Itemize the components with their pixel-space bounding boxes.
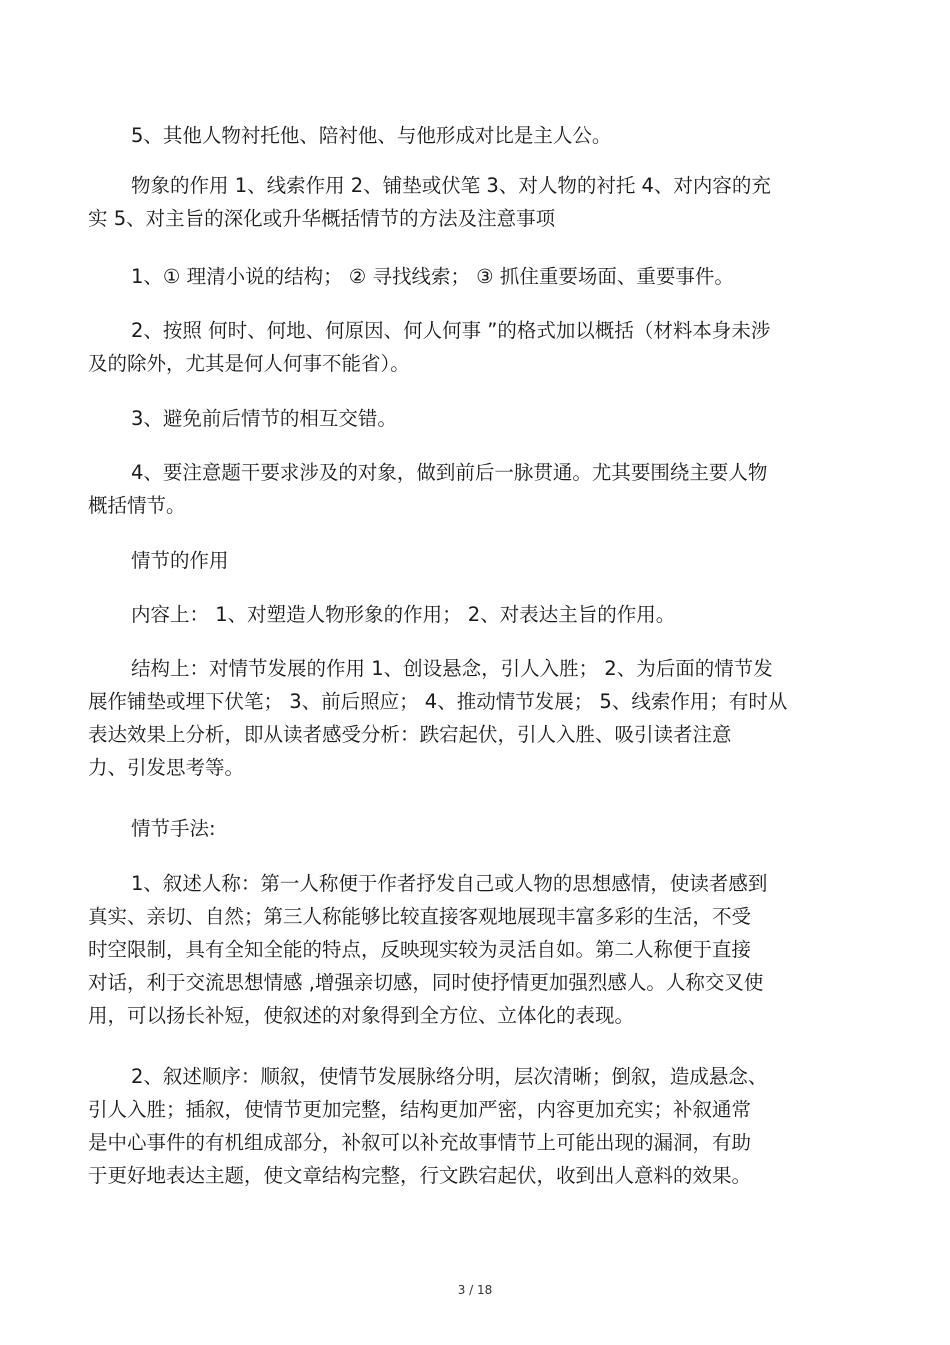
- para-method-3: [88, 402, 858, 435]
- text-line: 引人入胜；插叙，使情节更加完整，结构更加严密，内容更加充实；补叙通常: [88, 1098, 752, 1121]
- text-line: 力、引发思考等。: [88, 756, 245, 779]
- para-content-role: [88, 598, 858, 631]
- text-line: 5、其他人物衬托他、陪衬他、与他形成对比是主人公。: [131, 124, 612, 147]
- para-method-1: [88, 260, 858, 293]
- para-object-role: [88, 169, 858, 235]
- para-method-2: [88, 314, 858, 380]
- text-line: 情节手法:: [131, 817, 216, 840]
- text-line: 1、叙述人称：第一人称便于作者抒发自己或人物的思想感情，使读者感到: [131, 872, 768, 895]
- para-plot-role-heading: [88, 544, 858, 577]
- text-line: 真实、亲切、自然；第三人称能够比较直接客观地展现丰富多彩的生活，不受: [88, 905, 752, 928]
- text-line: 4、要注意题干要求涉及的对象，做到前后一脉贯通。尤其要围绕主要人物: [131, 461, 768, 484]
- text-line: 表达效果上分析，即从读者感受分析：跌宕起伏，引人入胜、吸引读者注意: [88, 723, 732, 746]
- text-line: 展作铺垫或埋下伏笔； 3、前后照应； 4、推动情节发展； 5、线索作用；有时从: [88, 690, 788, 713]
- para-foil-characters: [88, 119, 858, 152]
- para-narrative-order: [88, 1060, 858, 1192]
- text-line: 实 5、对主旨的深化或升华概括情节的方法及注意事项: [88, 207, 556, 230]
- text-line: 2、按照 何时、何地、何原因、何人何事 ”的格式加以概括（材料本身未涉: [131, 319, 771, 342]
- text-line: 内容上： 1、对塑造人物形象的作用； 2、对表达主旨的作用。: [131, 603, 676, 626]
- text-line: 物象的作用 1、线索作用 2、铺垫或伏笔 3、对人物的衬托 4、对内容的充: [131, 174, 771, 197]
- text-line: 于更好地表达主题，使文章结构完整，行文跌宕起伏，收到出人意料的效果。: [88, 1164, 752, 1187]
- text-line: 情节的作用: [131, 549, 229, 572]
- text-line: 结构上：对情节发展的作用 1、创设悬念，引人入胜； 2、为后面的情节发: [131, 657, 773, 680]
- text-line: 概括情节。: [88, 494, 186, 517]
- para-narrative-person: [88, 867, 858, 1032]
- text-line: 时空限制，具有全知全能的特点，反映现实较为灵活自如。第二人称便于直接: [88, 938, 752, 961]
- para-structure-role: [88, 652, 858, 784]
- text-line: 3、避免前后情节的相互交错。: [131, 407, 397, 430]
- para-method-4: [88, 456, 858, 522]
- text-line: 及的除外，尤其是何人何事不能省）。: [88, 352, 410, 375]
- text-line: 用，可以扬长补短，使叙述的对象得到全方位、立体化的表现。: [88, 1004, 635, 1027]
- text-line: 2、叙述顺序：顺叙，使情节发展脉络分明，层次清晰；倒叙，造成悬念、: [131, 1065, 768, 1088]
- page-number: 3 / 18: [457, 1283, 493, 1297]
- para-plot-techniques-heading: [88, 812, 858, 845]
- text-line: 对话，利于交流思想情感 ,增强亲切感，同时使抒情更加强烈感人。人称交叉使: [88, 971, 764, 994]
- text-line: 1、① 理清小说的结构； ② 寻找线索； ③ 抓住重要场面、重要事件。: [131, 265, 734, 288]
- text-line: 是中心事件的有机组成部分，补叙可以补充故事情节上可能出现的漏洞，有助: [88, 1131, 752, 1154]
